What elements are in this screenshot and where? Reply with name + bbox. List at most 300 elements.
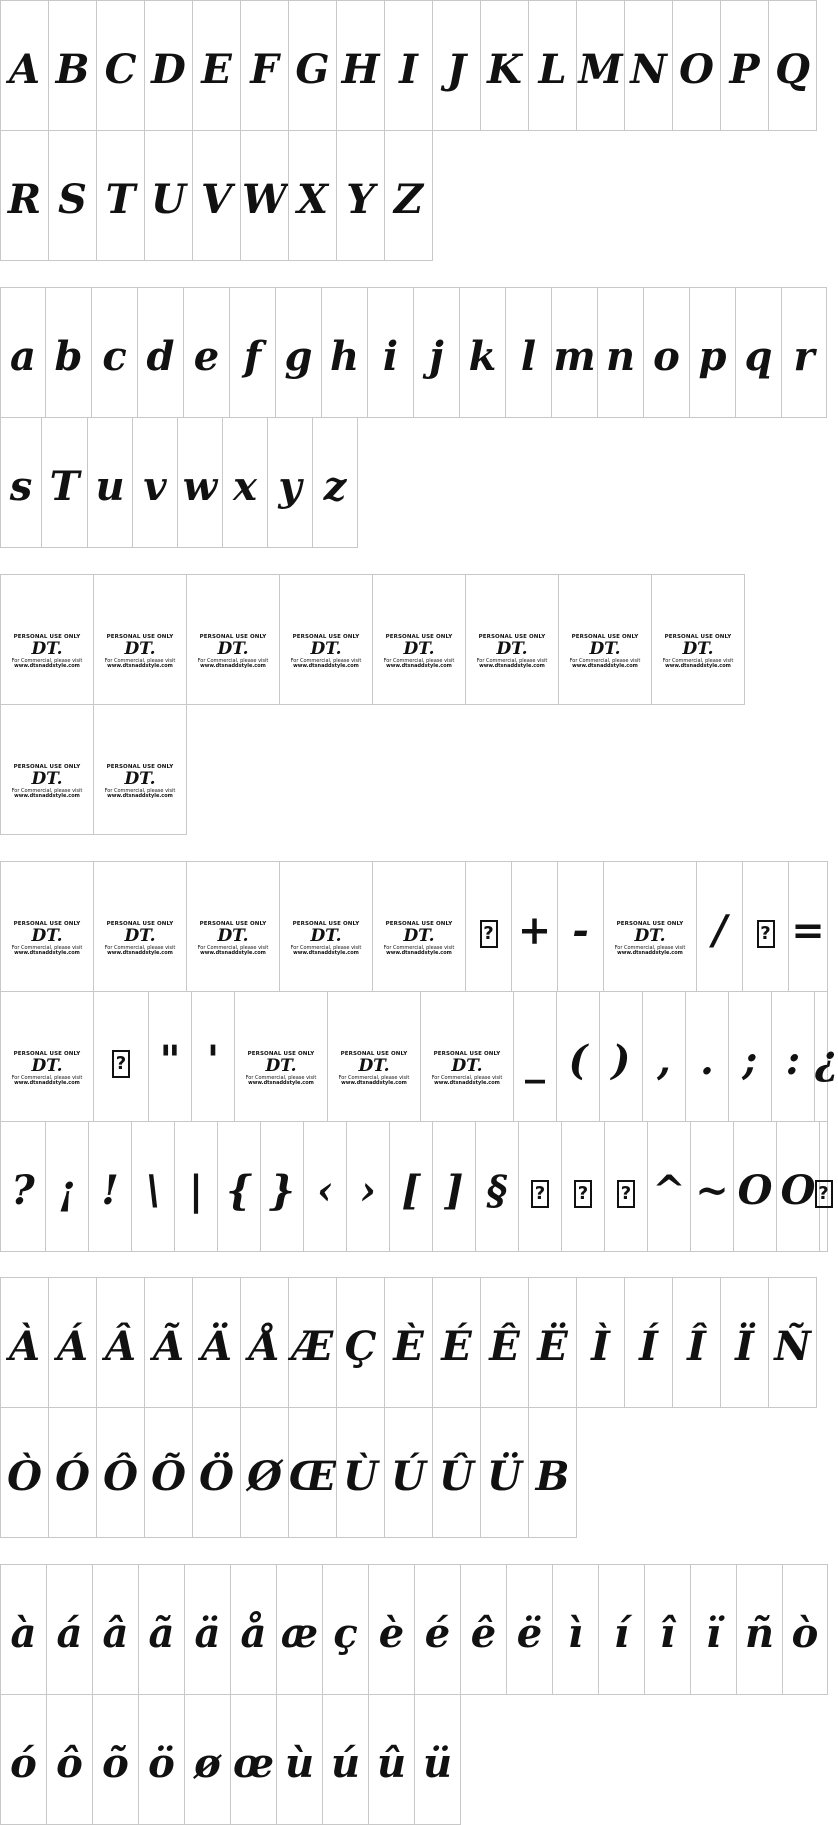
glyph-cell	[414, 1564, 461, 1695]
watermark-title: PERSONAL USE ONLY	[13, 634, 81, 640]
glyph-cell	[222, 417, 268, 548]
glyph-cell	[322, 1564, 369, 1695]
glyph-sample: ã	[148, 1610, 175, 1657]
glyph-cell	[624, 0, 673, 131]
glyph-cell	[720, 0, 769, 131]
glyph-cell	[288, 130, 337, 261]
glyph-sample: ‹	[317, 1167, 333, 1214]
watermark-logo: DT.	[358, 1055, 390, 1076]
watermark-logo: DT.	[310, 925, 342, 946]
glyph-sample: Q	[775, 46, 810, 93]
glyph-sample: w	[182, 463, 218, 510]
glyph-cell	[303, 1121, 347, 1252]
personal-use-watermark	[604, 922, 696, 956]
glyph-sample: K	[487, 46, 522, 93]
glyph-cell	[384, 1277, 433, 1408]
glyph-sample: '	[206, 1037, 220, 1084]
glyph-sample: Ê	[489, 1323, 520, 1370]
glyph-sample: z	[323, 463, 347, 510]
glyph-cell	[312, 417, 358, 548]
glyph-cell	[768, 0, 817, 131]
glyph-cell	[513, 991, 557, 1122]
glyph-cell	[528, 1277, 577, 1408]
glyph-cell	[644, 1564, 691, 1695]
glyph-cell	[0, 704, 94, 835]
personal-use-watermark	[1, 765, 93, 799]
watermark-logo: DT.	[403, 638, 435, 659]
glyph-cell	[603, 861, 697, 992]
glyph-cell	[768, 1277, 817, 1408]
watermark-notice: For Commercial, please visit	[104, 787, 176, 794]
missing-glyph-box: ?	[815, 1180, 833, 1208]
glyph-cell	[322, 1694, 369, 1825]
watermark-url: www.dtsnaddstyle.com	[14, 792, 80, 799]
watermark-title: PERSONAL USE ONLY	[385, 921, 453, 927]
watermark-logo: DT.	[496, 638, 528, 659]
glyph-sample: ò	[791, 1610, 819, 1657]
glyph-cell	[0, 991, 94, 1122]
glyph-sample: Î	[687, 1323, 706, 1370]
glyph-sample: õ	[102, 1740, 129, 1787]
watermark-logo: DT.	[451, 1055, 483, 1076]
glyph-sample: F	[250, 46, 279, 93]
watermark-url: www.dtsnaddstyle.com	[479, 662, 545, 669]
glyph-cell	[234, 991, 328, 1122]
glyph-sample: V	[200, 176, 233, 223]
glyph-cell	[288, 0, 337, 131]
glyph-cell	[0, 574, 94, 705]
glyph-cell	[0, 0, 49, 131]
glyph-sample: r	[793, 333, 815, 380]
glyph-cell	[275, 287, 322, 418]
watermark-logo: DT.	[124, 925, 156, 946]
glyph-sample: O	[737, 1167, 773, 1214]
glyph-sample: ô	[56, 1740, 83, 1787]
glyph-sample: ^	[652, 1167, 686, 1214]
glyph-sample: ,	[657, 1037, 671, 1084]
glyph-sample: Â	[104, 1323, 137, 1370]
glyph-cell	[144, 1407, 193, 1538]
glyph-cell	[561, 1121, 605, 1252]
watermark-title: PERSONAL USE ONLY	[13, 1051, 81, 1057]
glyph-sample: o	[653, 333, 680, 380]
glyph-cell	[144, 0, 193, 131]
watermark-title: PERSONAL USE ONLY	[199, 634, 267, 640]
glyph-sample: m	[553, 333, 596, 380]
watermark-notice: For Commercial, please visit	[104, 944, 176, 951]
glyph-cell	[137, 287, 184, 418]
glyph-cell	[518, 1121, 562, 1252]
personal-use-watermark	[373, 635, 465, 669]
watermark-logo: DT.	[124, 638, 156, 659]
glyph-cell	[92, 1694, 139, 1825]
glyph-cell	[389, 1121, 433, 1252]
glyph-sample: §	[486, 1167, 508, 1214]
glyph-sample: s	[9, 463, 33, 510]
watermark-notice: For Commercial, please visit	[290, 657, 362, 664]
glyph-cell	[372, 574, 466, 705]
glyph-cell	[432, 1277, 481, 1408]
personal-use-watermark	[280, 635, 372, 669]
glyph-cell	[240, 130, 289, 261]
glyph-cell	[336, 1277, 385, 1408]
watermark-notice: For Commercial, please visit	[245, 1074, 317, 1081]
glyph-cell	[460, 1564, 507, 1695]
glyph-cell	[138, 1564, 185, 1695]
glyph-cell	[432, 0, 481, 131]
glyph-cell	[432, 1407, 481, 1538]
watermark-title: PERSONAL USE ONLY	[199, 921, 267, 927]
glyph-sample: +	[517, 907, 552, 954]
watermark-notice: For Commercial, please visit	[197, 944, 269, 951]
watermark-notice: For Commercial, please visit	[431, 1074, 503, 1081]
glyph-sample: J	[447, 46, 466, 93]
glyph-cell	[558, 574, 652, 705]
glyph-cell	[260, 1121, 304, 1252]
glyph-sample: á	[56, 1610, 83, 1657]
watermark-url: www.dtsnaddstyle.com	[386, 662, 452, 669]
glyph-sample: "	[159, 1037, 181, 1084]
glyph-sample: É	[441, 1323, 472, 1370]
glyph-cell	[45, 1121, 89, 1252]
glyph-sample: Å	[248, 1323, 281, 1370]
glyph-sample: æ	[280, 1610, 319, 1657]
glyph-cell	[48, 130, 97, 261]
personal-use-watermark	[1, 635, 93, 669]
glyph-cell	[384, 130, 433, 261]
glyph-cell	[372, 861, 466, 992]
glyph-sample: â	[102, 1610, 129, 1657]
glyph-sample: i	[382, 333, 399, 380]
glyph-sample: -	[572, 907, 589, 954]
glyph-cell	[174, 1121, 218, 1252]
glyph-sample: À	[8, 1323, 41, 1370]
glyph-cell	[288, 1277, 337, 1408]
glyph-sample: X	[296, 176, 329, 223]
personal-use-watermark	[652, 635, 744, 669]
glyph-sample: /	[712, 907, 727, 954]
glyph-sample: Ó	[55, 1453, 90, 1500]
glyph-cell	[0, 1694, 47, 1825]
glyph-sample: M	[578, 46, 623, 93]
glyph-cell	[557, 861, 604, 992]
glyph-cell	[735, 287, 782, 418]
glyph-cell	[690, 1121, 734, 1252]
glyph-cell	[0, 1407, 49, 1538]
glyph-cell	[192, 1407, 241, 1538]
glyph-cell	[276, 1564, 323, 1695]
glyph-cell	[814, 991, 838, 1122]
glyph-cell	[336, 1407, 385, 1538]
glyph-cell	[240, 0, 289, 131]
missing-glyph-box: ?	[617, 1180, 635, 1208]
watermark-notice: For Commercial, please visit	[290, 944, 362, 951]
glyph-cell	[733, 1121, 777, 1252]
glyph-sample: N	[630, 46, 667, 93]
watermark-logo: DT.	[217, 638, 249, 659]
glyph-cell	[771, 991, 815, 1122]
glyph-sample: Ç	[344, 1323, 377, 1370]
glyph-sample: ü	[422, 1740, 453, 1787]
personal-use-watermark	[559, 635, 651, 669]
glyph-cell	[465, 861, 512, 992]
glyph-cell	[576, 0, 625, 131]
glyph-cell	[685, 991, 729, 1122]
watermark-notice: For Commercial, please visit	[11, 657, 83, 664]
missing-glyph-box: ?	[480, 920, 498, 948]
glyph-sample: ;	[742, 1037, 758, 1084]
glyph-sample: Ú	[391, 1453, 426, 1500]
glyph-cell	[742, 861, 789, 992]
glyph-sample: D	[151, 46, 186, 93]
watermark-notice: For Commercial, please visit	[11, 944, 83, 951]
glyph-sample: ó	[10, 1740, 37, 1787]
watermark-title: PERSONAL USE ONLY	[478, 634, 546, 640]
glyph-sample: _	[525, 1037, 545, 1084]
glyph-cell	[93, 704, 187, 835]
glyph-cell	[368, 1694, 415, 1825]
glyph-sample: [	[401, 1167, 421, 1214]
watermark-title: PERSONAL USE ONLY	[340, 1051, 408, 1057]
watermark-url: www.dtsnaddstyle.com	[107, 949, 173, 956]
glyph-sample: C	[104, 46, 137, 93]
glyph-sample: d	[146, 333, 175, 380]
watermark-logo: DT.	[634, 925, 666, 946]
glyph-cell	[138, 1694, 185, 1825]
glyph-cell	[819, 1121, 828, 1252]
watermark-title: PERSONAL USE ONLY	[106, 634, 174, 640]
glyph-sample: A	[8, 46, 41, 93]
glyph-sample: ?	[11, 1167, 35, 1214]
missing-glyph-box: ?	[531, 1180, 549, 1208]
watermark-logo: DT.	[31, 925, 63, 946]
watermark-notice: For Commercial, please visit	[614, 944, 686, 951]
glyph-cell	[651, 574, 745, 705]
glyph-cell	[346, 1121, 390, 1252]
glyph-sample: u	[95, 463, 125, 510]
glyph-sample: Œ	[289, 1453, 337, 1500]
glyph-sample: à	[10, 1610, 37, 1657]
glyph-cell	[132, 417, 178, 548]
glyph-sample: :	[785, 1037, 801, 1084]
watermark-title: PERSONAL USE ONLY	[13, 764, 81, 770]
glyph-cell	[184, 1694, 231, 1825]
glyph-cell	[87, 417, 133, 548]
glyph-cell	[576, 1277, 625, 1408]
glyph-cell	[230, 1564, 277, 1695]
glyph-cell	[643, 287, 690, 418]
glyph-sample: ê	[470, 1610, 497, 1657]
glyph-cell	[91, 287, 138, 418]
personal-use-watermark	[1, 922, 93, 956]
glyph-sample: q	[744, 333, 773, 380]
glyph-cell	[556, 991, 600, 1122]
glyph-cell	[191, 991, 235, 1122]
watermark-logo: DT.	[682, 638, 714, 659]
glyph-sample: é	[424, 1610, 451, 1657]
glyph-sample: c	[102, 333, 127, 380]
watermark-title: PERSONAL USE ONLY	[292, 921, 360, 927]
glyph-cell	[781, 287, 827, 418]
glyph-cell	[432, 1121, 476, 1252]
watermark-notice: For Commercial, please visit	[11, 787, 83, 794]
glyph-cell	[0, 1277, 49, 1408]
glyph-cell	[690, 1564, 737, 1695]
watermark-url: www.dtsnaddstyle.com	[572, 662, 638, 669]
watermark-logo: DT.	[124, 768, 156, 789]
glyph-sample: O	[679, 46, 714, 93]
glyph-sample: R	[7, 176, 42, 223]
personal-use-watermark	[328, 1052, 420, 1086]
glyph-cell	[0, 861, 94, 992]
glyph-sample: W	[242, 176, 287, 223]
glyph-cell	[288, 1407, 337, 1538]
personal-use-watermark	[235, 1052, 327, 1086]
watermark-title: PERSONAL USE ONLY	[247, 1051, 315, 1057]
watermark-notice: For Commercial, please visit	[383, 657, 455, 664]
watermark-notice: For Commercial, please visit	[197, 657, 269, 664]
watermark-url: www.dtsnaddstyle.com	[341, 1079, 407, 1086]
glyph-cell	[186, 574, 280, 705]
glyph-cell	[327, 991, 421, 1122]
glyph-sample: ù	[284, 1740, 315, 1787]
glyph-sample: Ô	[103, 1453, 138, 1500]
glyph-sample: Y	[346, 176, 375, 223]
watermark-logo: DT.	[31, 1055, 63, 1076]
watermark-notice: For Commercial, please visit	[11, 1074, 83, 1081]
glyph-sample: Ä	[200, 1323, 233, 1370]
glyph-cell	[93, 991, 149, 1122]
watermark-logo: DT.	[589, 638, 621, 659]
glyph-sample: T	[49, 463, 80, 510]
glyph-sample: T	[105, 176, 136, 223]
glyph-sample: )	[611, 1037, 631, 1084]
glyph-cell	[0, 287, 46, 418]
glyph-cell	[728, 991, 772, 1122]
watermark-title: PERSONAL USE ONLY	[106, 921, 174, 927]
glyph-cell	[0, 130, 49, 261]
glyph-cell	[672, 1277, 721, 1408]
glyph-sample: ö	[148, 1740, 175, 1787]
watermark-notice: For Commercial, please visit	[104, 657, 176, 664]
glyph-sample: è	[378, 1610, 405, 1657]
glyph-sample: Õ	[151, 1453, 186, 1500]
glyph-cell	[414, 1694, 461, 1825]
personal-use-watermark	[187, 635, 279, 669]
glyph-cell	[186, 861, 280, 992]
watermark-title: PERSONAL USE ONLY	[385, 634, 453, 640]
glyph-sample: S	[58, 176, 87, 223]
glyph-cell	[689, 287, 736, 418]
glyph-cell	[321, 287, 368, 418]
glyph-cell	[0, 417, 42, 548]
glyph-cell	[48, 0, 97, 131]
watermark-notice: For Commercial, please visit	[662, 657, 734, 664]
missing-glyph-box: ?	[112, 1050, 130, 1078]
watermark-logo: DT.	[310, 638, 342, 659]
glyph-sample: }	[269, 1167, 295, 1214]
glyph-cell	[336, 0, 385, 131]
personal-use-watermark	[187, 922, 279, 956]
glyph-cell	[642, 991, 686, 1122]
glyph-sample: ›	[360, 1167, 376, 1214]
glyph-sample: ]	[444, 1167, 464, 1214]
glyph-sample: û	[376, 1740, 407, 1787]
glyph-cell	[788, 861, 828, 992]
watermark-url: www.dtsnaddstyle.com	[14, 949, 80, 956]
glyph-cell	[279, 861, 373, 992]
glyph-sample: =	[791, 907, 825, 954]
glyph-sample: ~	[695, 1167, 729, 1214]
watermark-notice: For Commercial, please visit	[569, 657, 641, 664]
glyph-sample: B	[55, 46, 90, 93]
glyph-sample: Í	[639, 1323, 658, 1370]
glyph-sample: !	[101, 1167, 119, 1214]
glyph-sample: ï	[705, 1610, 722, 1657]
glyph-sample: g	[284, 333, 313, 380]
glyph-cell	[48, 1277, 97, 1408]
watermark-logo: DT.	[403, 925, 435, 946]
watermark-url: www.dtsnaddstyle.com	[200, 949, 266, 956]
glyph-cell	[92, 1564, 139, 1695]
glyph-cell	[511, 861, 558, 992]
glyph-sample: f	[243, 333, 262, 380]
glyph-sample: b	[54, 333, 83, 380]
glyph-cell	[96, 0, 145, 131]
glyph-sample: e	[193, 333, 220, 380]
glyph-cell	[367, 287, 414, 418]
glyph-sample: U	[151, 176, 186, 223]
glyph-sample: í	[613, 1610, 630, 1657]
glyph-sample: Ò	[7, 1453, 42, 1500]
glyph-cell	[46, 1564, 93, 1695]
glyph-cell	[46, 1694, 93, 1825]
watermark-logo: DT.	[217, 925, 249, 946]
glyph-cell	[192, 1277, 241, 1408]
glyph-sample: .	[700, 1037, 714, 1084]
watermark-logo: DT.	[31, 638, 63, 659]
watermark-notice: For Commercial, please visit	[476, 657, 548, 664]
glyph-sample: Û	[439, 1453, 474, 1500]
watermark-title: PERSONAL USE ONLY	[616, 921, 684, 927]
glyph-cell	[217, 1121, 261, 1252]
watermark-url: www.dtsnaddstyle.com	[14, 1079, 80, 1086]
glyph-sample: |	[188, 1167, 204, 1214]
watermark-url: www.dtsnaddstyle.com	[617, 949, 683, 956]
watermark-title: PERSONAL USE ONLY	[571, 634, 639, 640]
glyph-sample: Ü	[487, 1453, 522, 1500]
glyph-sample: B	[535, 1453, 570, 1500]
glyph-cell	[0, 1121, 46, 1252]
glyph-cell	[96, 1277, 145, 1408]
missing-glyph-box: ?	[757, 920, 775, 948]
watermark-url: www.dtsnaddstyle.com	[293, 949, 359, 956]
glyph-cell	[93, 574, 187, 705]
watermark-logo: DT.	[31, 768, 63, 789]
watermark-url: www.dtsnaddstyle.com	[248, 1079, 314, 1086]
personal-use-watermark	[94, 922, 186, 956]
glyph-cell	[598, 1564, 645, 1695]
glyph-cell	[267, 417, 313, 548]
glyph-sample: a	[10, 333, 36, 380]
glyph-sample: Á	[56, 1323, 89, 1370]
glyph-cell	[336, 130, 385, 261]
glyph-sample: {	[226, 1167, 252, 1214]
personal-use-watermark	[280, 922, 372, 956]
glyph-cell	[96, 1407, 145, 1538]
glyph-sample: l	[520, 333, 537, 380]
glyph-cell	[551, 287, 598, 418]
